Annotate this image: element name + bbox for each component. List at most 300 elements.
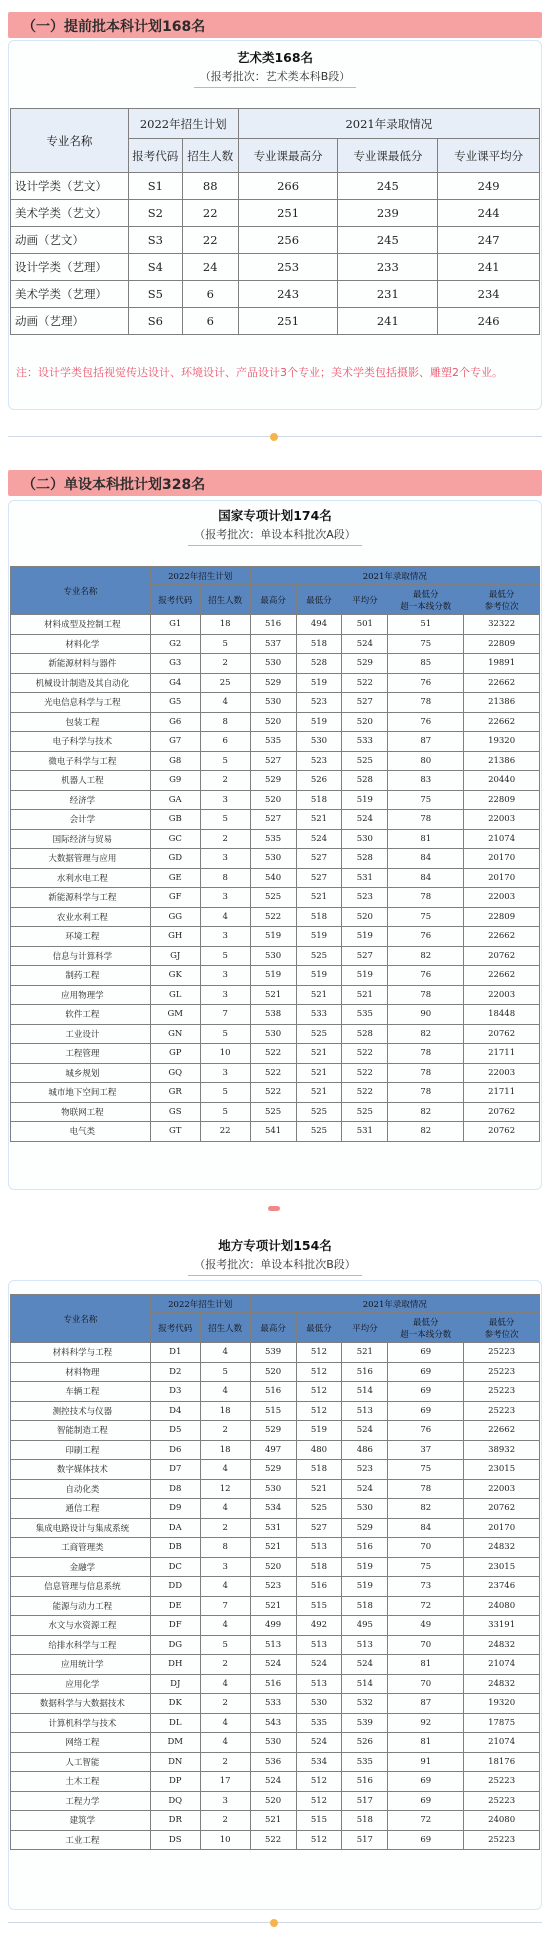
count-cell: 8 [200, 868, 250, 888]
rank-cell: 21074 [464, 1655, 540, 1675]
count-cell: 2 [200, 829, 250, 849]
avg-cell: 518 [342, 1596, 388, 1616]
min-cell: 512 [296, 1401, 342, 1421]
count-cell: 4 [200, 693, 250, 713]
count-cell: 4 [200, 1343, 250, 1363]
rank-cell: 25223 [464, 1791, 540, 1811]
count-cell: 3 [200, 1557, 250, 1577]
rank-cell: 23015 [464, 1557, 540, 1577]
code-cell: DB [150, 1538, 200, 1558]
table-row [11, 1122, 540, 1142]
section-title-1: （一）提前批本科计划168名 [22, 19, 206, 35]
table-row [11, 1557, 540, 1577]
min-cell: 525 [296, 1122, 342, 1142]
min-cell: 515 [296, 1596, 342, 1616]
over-line-cell: 90 [388, 1005, 464, 1025]
code-cell: G9 [150, 771, 200, 791]
min-cell: 523 [296, 693, 342, 713]
count-cell: 5 [200, 751, 250, 771]
max-cell: 536 [250, 1752, 296, 1772]
min-cell: 233 [338, 254, 438, 281]
code-cell: DA [150, 1518, 200, 1538]
code-cell: D5 [150, 1421, 200, 1441]
art-plan-note: 注：设计学类包括视觉传达设计、环境设计、产品设计3个专业；美术学类包括摄影、雕塑2个专业。 [16, 366, 503, 379]
over-line-cell: 69 [388, 1362, 464, 1382]
max-cell: 522 [250, 1083, 296, 1103]
header-max: 专业课最高分 [238, 139, 338, 173]
code-cell: DE [150, 1596, 200, 1616]
min-cell: 525 [296, 1024, 342, 1044]
avg-cell: 514 [342, 1674, 388, 1694]
rank-cell: 33191 [464, 1616, 540, 1636]
count-cell: 6 [200, 732, 250, 752]
over-line-cell: 87 [388, 1694, 464, 1714]
count-cell: 24 [182, 254, 238, 281]
max-cell: 541 [250, 1122, 296, 1142]
major-name-cell: 材料成型及控制工程 [11, 615, 151, 635]
major-name-cell: 信息与计算科学 [11, 946, 151, 966]
major-name-cell: 印刷工程 [11, 1440, 151, 1460]
avg-cell: 246 [438, 308, 540, 335]
code-cell: G2 [150, 634, 200, 654]
rank-cell: 23015 [464, 1460, 540, 1480]
over-line-cell: 76 [388, 673, 464, 693]
avg-cell: 518 [342, 1811, 388, 1831]
max-cell: 520 [250, 1362, 296, 1382]
national-header-max: 最高分 [250, 585, 296, 615]
min-cell: 513 [296, 1538, 342, 1558]
min-cell: 519 [296, 673, 342, 693]
over-line-cell: 70 [388, 1674, 464, 1694]
table-row [11, 634, 540, 654]
major-name-cell: 自动化类 [11, 1479, 151, 1499]
over-line-cell: 73 [388, 1577, 464, 1597]
avg-cell: 517 [342, 1791, 388, 1811]
national-header-major: 专业名称 [11, 567, 151, 615]
over-line-cell: 87 [388, 732, 464, 752]
count-cell: 2 [200, 1421, 250, 1441]
count-cell: 2 [200, 771, 250, 791]
code-cell: G6 [150, 712, 200, 732]
avg-cell: 516 [342, 1538, 388, 1558]
max-cell: 521 [250, 985, 296, 1005]
avg-cell: 530 [342, 1499, 388, 1519]
table-row [11, 308, 540, 335]
rank-cell: 20170 [464, 1518, 540, 1538]
code-cell: DP [150, 1772, 200, 1792]
max-cell: 522 [250, 1830, 296, 1850]
rank-cell: 22662 [464, 1421, 540, 1441]
table-row [11, 849, 540, 869]
over-line-cell: 82 [388, 946, 464, 966]
max-cell: 529 [250, 1460, 296, 1480]
max-cell: 535 [250, 732, 296, 752]
local-header-admission-2021: 2021年录取情况 [250, 1295, 539, 1313]
max-cell: 516 [250, 615, 296, 635]
header-major: 专业名称 [11, 109, 129, 173]
code-cell: G4 [150, 673, 200, 693]
table-row [11, 200, 540, 227]
avg-cell: 520 [342, 907, 388, 927]
over-line-cell: 72 [388, 1811, 464, 1831]
max-cell: 533 [250, 1694, 296, 1714]
count-cell: 4 [200, 907, 250, 927]
max-cell: 535 [250, 829, 296, 849]
avg-cell: 241 [438, 254, 540, 281]
rank-cell: 20170 [464, 868, 540, 888]
table-row [11, 1083, 540, 1103]
code-cell: GF [150, 888, 200, 908]
avg-cell: 527 [342, 946, 388, 966]
rank-cell: 25223 [464, 1772, 540, 1792]
over-line-cell: 69 [388, 1401, 464, 1421]
rank-cell: 21386 [464, 693, 540, 713]
over-line-cell: 76 [388, 927, 464, 947]
max-cell: 266 [238, 173, 338, 200]
table-row [11, 1655, 540, 1675]
table-row [11, 693, 540, 713]
count-cell: 8 [200, 1538, 250, 1558]
table-row [11, 946, 540, 966]
major-name-cell: 金融学 [11, 1557, 151, 1577]
avg-cell: 247 [438, 227, 540, 254]
over-line-cell: 69 [388, 1382, 464, 1402]
avg-cell: 535 [342, 1005, 388, 1025]
national-header-over: 最低分 超一本线分数 [388, 585, 464, 615]
min-cell: 521 [296, 1479, 342, 1499]
major-name-cell: 材料物理 [11, 1362, 151, 1382]
major-name-cell: 数据科学与大数据技术 [11, 1694, 151, 1714]
avg-cell: 519 [342, 1557, 388, 1577]
rank-cell: 25223 [464, 1401, 540, 1421]
avg-cell: 249 [438, 173, 540, 200]
count-cell: 3 [200, 1063, 250, 1083]
count-cell: 7 [200, 1005, 250, 1025]
major-name-cell: 集成电路设计与集成系统 [11, 1518, 151, 1538]
major-name-cell: 应用化学 [11, 1674, 151, 1694]
min-cell: 512 [296, 1830, 342, 1850]
major-name-cell: 包装工程 [11, 712, 151, 732]
avg-cell: 525 [342, 751, 388, 771]
max-cell: 497 [250, 1440, 296, 1460]
over-line-cell: 78 [388, 888, 464, 908]
min-cell: 525 [296, 1499, 342, 1519]
major-name-cell: 机器人工程 [11, 771, 151, 791]
major-name-cell: 农业水利工程 [11, 907, 151, 927]
min-cell: 518 [296, 790, 342, 810]
over-line-cell: 84 [388, 1518, 464, 1538]
over-line-cell: 78 [388, 985, 464, 1005]
national-header-code: 报考代码 [150, 585, 200, 615]
count-cell: 22 [182, 200, 238, 227]
code-cell: DF [150, 1616, 200, 1636]
min-cell: 524 [296, 1733, 342, 1753]
avg-cell: 513 [342, 1401, 388, 1421]
national-header-plan-2022: 2022年招生计划 [150, 567, 250, 585]
table-row [11, 1791, 540, 1811]
count-cell: 17 [200, 1772, 250, 1792]
count-cell: 3 [200, 927, 250, 947]
rank-cell: 25223 [464, 1362, 540, 1382]
rank-cell: 25223 [464, 1382, 540, 1402]
rank-cell: 20440 [464, 771, 540, 791]
rank-cell: 24832 [464, 1538, 540, 1558]
local-header-major: 专业名称 [11, 1295, 151, 1343]
min-cell: 492 [296, 1616, 342, 1636]
code-cell: GP [150, 1044, 200, 1064]
major-name-cell: 城乡规划 [11, 1063, 151, 1083]
over-line-cell: 51 [388, 615, 464, 635]
code-cell: DM [150, 1733, 200, 1753]
max-cell: 531 [250, 1518, 296, 1538]
max-cell: 525 [250, 1102, 296, 1122]
rank-cell: 24080 [464, 1596, 540, 1616]
min-cell: 512 [296, 1382, 342, 1402]
count-cell: 8 [200, 712, 250, 732]
code-cell: GC [150, 829, 200, 849]
rank-cell: 22809 [464, 634, 540, 654]
over-line-cell: 81 [388, 829, 464, 849]
over-line-cell: 92 [388, 1713, 464, 1733]
max-cell: 530 [250, 849, 296, 869]
over-line-cell: 78 [388, 1479, 464, 1499]
code-cell: D1 [150, 1343, 200, 1363]
min-cell: 512 [296, 1772, 342, 1792]
header-admission-2021: 2021年录取情况 [238, 109, 539, 139]
count-cell: 4 [200, 1460, 250, 1480]
over-line-cell: 75 [388, 1460, 464, 1480]
code-cell: DR [150, 1811, 200, 1831]
count-cell: 4 [200, 1499, 250, 1519]
count-cell: 2 [200, 1811, 250, 1831]
rank-cell: 19320 [464, 732, 540, 752]
avg-cell: 514 [342, 1382, 388, 1402]
major-name-cell: 工程管理 [11, 1044, 151, 1064]
max-cell: 539 [250, 1343, 296, 1363]
code-cell: GT [150, 1122, 200, 1142]
rank-cell: 25223 [464, 1830, 540, 1850]
table-row [11, 1733, 540, 1753]
major-name-cell: 制药工程 [11, 966, 151, 986]
over-line-cell: 76 [388, 712, 464, 732]
major-name-cell: 会计学 [11, 810, 151, 830]
code-cell: GA [150, 790, 200, 810]
count-cell: 5 [200, 1362, 250, 1382]
count-cell: 3 [200, 985, 250, 1005]
table-row [11, 1102, 540, 1122]
max-cell: 515 [250, 1401, 296, 1421]
avg-cell: 524 [342, 634, 388, 654]
max-cell: 251 [238, 200, 338, 227]
max-cell: 522 [250, 1063, 296, 1083]
rank-cell: 22662 [464, 966, 540, 986]
avg-cell: 519 [342, 966, 388, 986]
major-name-cell: 大数据管理与应用 [11, 849, 151, 869]
over-line-cell: 75 [388, 907, 464, 927]
table-row [11, 1811, 540, 1831]
min-cell: 515 [296, 1811, 342, 1831]
count-cell: 3 [200, 790, 250, 810]
local-header-over: 最低分 超一本线分数 [388, 1313, 464, 1343]
major-name-cell: 工商管理类 [11, 1538, 151, 1558]
max-cell: 516 [250, 1674, 296, 1694]
over-line-cell: 81 [388, 1655, 464, 1675]
rank-cell: 22809 [464, 907, 540, 927]
table-row [11, 888, 540, 908]
table-row [11, 1538, 540, 1558]
avg-cell: 524 [342, 810, 388, 830]
major-name-cell: 新能源科学与工程 [11, 888, 151, 908]
min-cell: 512 [296, 1343, 342, 1363]
avg-cell: 528 [342, 771, 388, 791]
max-cell: 540 [250, 868, 296, 888]
rank-cell: 20762 [464, 1122, 540, 1142]
min-cell: 231 [338, 281, 438, 308]
code-cell: GJ [150, 946, 200, 966]
code-cell: G7 [150, 732, 200, 752]
major-name-cell: 工程力学 [11, 1791, 151, 1811]
min-cell: 524 [296, 1655, 342, 1675]
avg-cell: 513 [342, 1635, 388, 1655]
over-line-cell: 78 [388, 693, 464, 713]
code-cell: DK [150, 1694, 200, 1714]
max-cell: 529 [250, 673, 296, 693]
avg-cell: 528 [342, 849, 388, 869]
table-row [11, 1401, 540, 1421]
over-line-cell: 82 [388, 1499, 464, 1519]
count-cell: 5 [200, 1635, 250, 1655]
table-row [11, 1694, 540, 1714]
count-cell: 4 [200, 1382, 250, 1402]
code-cell: GN [150, 1024, 200, 1044]
rank-cell: 20762 [464, 1102, 540, 1122]
table-row [11, 173, 540, 200]
count-cell: 22 [200, 1122, 250, 1142]
count-cell: 4 [200, 1616, 250, 1636]
rank-cell: 21074 [464, 1733, 540, 1753]
min-cell: 241 [338, 308, 438, 335]
avg-cell: 234 [438, 281, 540, 308]
table-row [11, 1635, 540, 1655]
max-cell: 520 [250, 1557, 296, 1577]
major-name-cell: 信息管理与信息系统 [11, 1577, 151, 1597]
rank-cell: 22662 [464, 927, 540, 947]
table-row [11, 1479, 540, 1499]
code-cell: GS [150, 1102, 200, 1122]
avg-cell: 522 [342, 1083, 388, 1103]
code-cell: G5 [150, 693, 200, 713]
code-cell: GE [150, 868, 200, 888]
rank-cell: 22003 [464, 888, 540, 908]
table-row [11, 1343, 540, 1363]
major-name-cell: 工业设计 [11, 1024, 151, 1044]
rank-cell: 22003 [464, 1479, 540, 1499]
header-plan-2022: 2022年招生计划 [128, 109, 238, 139]
table-row [11, 907, 540, 927]
max-cell: 516 [250, 1382, 296, 1402]
code-cell: GH [150, 927, 200, 947]
table-row [11, 1362, 540, 1382]
code-cell: GM [150, 1005, 200, 1025]
major-name-cell: 智能制造工程 [11, 1421, 151, 1441]
code-cell: D3 [150, 1382, 200, 1402]
over-line-cell: 78 [388, 1044, 464, 1064]
table-row [11, 1830, 540, 1850]
min-cell: 521 [296, 810, 342, 830]
table-row [11, 1005, 540, 1025]
table-row [11, 985, 540, 1005]
avg-cell: 522 [342, 1044, 388, 1064]
max-cell: 522 [250, 1044, 296, 1064]
art-table-subtitle: （报考批次：艺术类本科B段） [194, 68, 357, 88]
national-plan-table [10, 566, 540, 1142]
national-header-count: 招生人数 [200, 585, 250, 615]
code-cell: D9 [150, 1499, 200, 1519]
code-cell: DQ [150, 1791, 200, 1811]
max-cell: 537 [250, 634, 296, 654]
count-cell: 7 [200, 1596, 250, 1616]
local-table-subtitle: （报考批次：单设本科批次B段） [188, 1256, 362, 1276]
count-cell: 4 [200, 1674, 250, 1694]
avg-cell: 531 [342, 1122, 388, 1142]
avg-cell: 528 [342, 1024, 388, 1044]
over-line-cell: 82 [388, 1102, 464, 1122]
code-cell: D2 [150, 1362, 200, 1382]
min-cell: 518 [296, 1460, 342, 1480]
count-cell: 2 [200, 654, 250, 674]
major-name-cell: 国际经济与贸易 [11, 829, 151, 849]
code-cell: GD [150, 849, 200, 869]
count-cell: 10 [200, 1830, 250, 1850]
max-cell: 530 [250, 1024, 296, 1044]
avg-cell: 520 [342, 712, 388, 732]
table-row [11, 281, 540, 308]
section-title-2: （二）单设本科批计划328名 [22, 477, 206, 493]
header-avg: 专业课平均分 [438, 139, 540, 173]
table-row [11, 1063, 540, 1083]
over-line-cell: 76 [388, 966, 464, 986]
local-header-min: 最低分 [296, 1313, 342, 1343]
over-line-cell: 75 [388, 1557, 464, 1577]
min-cell: 527 [296, 1518, 342, 1538]
max-cell: 520 [250, 1791, 296, 1811]
over-line-cell: 85 [388, 654, 464, 674]
table-row [11, 966, 540, 986]
min-cell: 534 [296, 1752, 342, 1772]
rank-cell: 24832 [464, 1674, 540, 1694]
avg-cell: 526 [342, 1733, 388, 1753]
major-name-cell: 通信工程 [11, 1499, 151, 1519]
rank-cell: 32322 [464, 615, 540, 635]
avg-cell: 495 [342, 1616, 388, 1636]
max-cell: 530 [250, 1733, 296, 1753]
major-name-cell: 经济学 [11, 790, 151, 810]
count-cell: 12 [200, 1479, 250, 1499]
table-row [11, 790, 540, 810]
max-cell: 251 [238, 308, 338, 335]
rank-cell: 20762 [464, 946, 540, 966]
table-row [11, 1382, 540, 1402]
min-cell: 525 [296, 1102, 342, 1122]
major-name-cell: 设计学类（艺理） [11, 254, 129, 281]
major-name-cell: 动画（艺文） [11, 227, 129, 254]
count-cell: 5 [200, 634, 250, 654]
over-line-cell: 69 [388, 1343, 464, 1363]
over-line-cell: 76 [388, 1421, 464, 1441]
code-cell: G3 [150, 654, 200, 674]
over-line-cell: 69 [388, 1791, 464, 1811]
avg-cell: 521 [342, 985, 388, 1005]
